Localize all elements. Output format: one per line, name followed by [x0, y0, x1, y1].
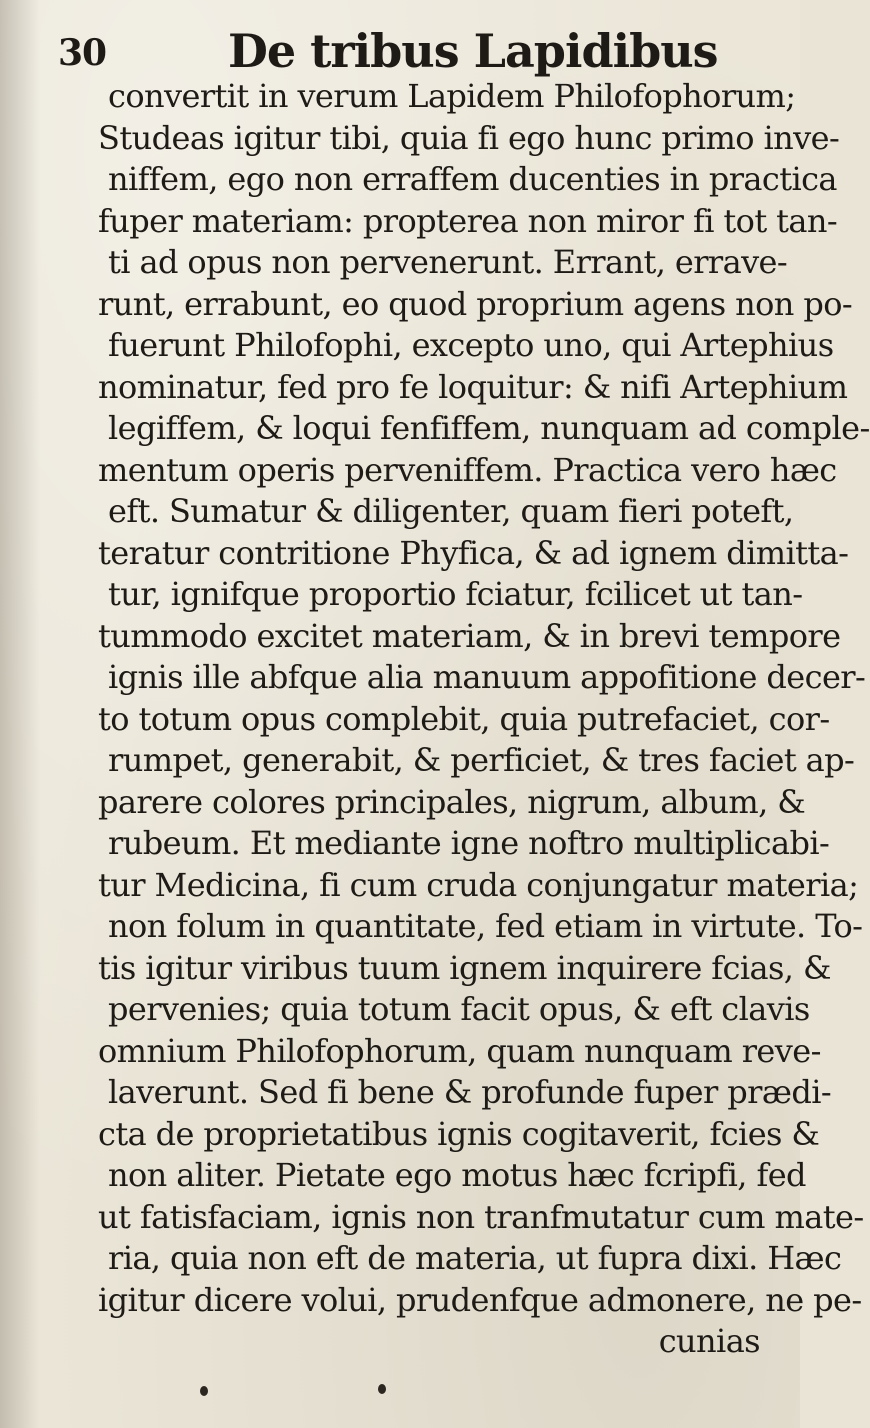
- page-foot-marks: [0, 1380, 800, 1428]
- text-line: rumpet, generabit, & perficiet, & tres faciet ap-: [108, 741, 855, 779]
- text-line: ut fatisfaciam, ignis non tranfmutatur cum mate-: [98, 1197, 864, 1236]
- text-line: tur Medicina, fi cum cruda conjungatur materia;: [98, 865, 859, 904]
- page-binding-shadow: [0, 0, 40, 1428]
- text-line: legiffem, & loqui fenfiffem, nunquam ad comple-: [108, 409, 870, 447]
- text-line: parere colores principales, nigrum, album, &: [98, 782, 806, 821]
- text-line: igitur dicere volui, prudenfque admonere, ne pe-: [98, 1280, 862, 1319]
- text-line: rubeum. Et mediante igne noftro multiplicabi-: [108, 824, 830, 862]
- running-head: De tribus Lapidibus: [228, 24, 718, 78]
- text-line: fuerunt Philofophi, excepto uno, qui Artephius: [108, 326, 834, 364]
- text-line: pervenies; quia totum facit opus, & eft clavis: [108, 990, 810, 1028]
- text-line: teratur contritione Phyfica, & ad ignem dimitta-: [98, 533, 849, 572]
- text-line: cta de proprietatibus ignis cogitaverit, fcies &: [98, 1114, 820, 1153]
- page-header: [58, 18, 758, 78]
- ink-speck: [378, 1384, 386, 1394]
- text-line: mentum operis perveniffem. Practica vero hæc: [98, 450, 837, 489]
- text-line: fuper materiam: propterea non miror fi tot tan-: [98, 201, 838, 240]
- catchword: cunias: [658, 1322, 760, 1360]
- text-line: niffem, ego non erraffem ducenties in practica: [108, 160, 837, 198]
- text-line: ria, quia non eft de materia, ut fupra dixi. Hæc: [108, 1239, 842, 1277]
- ink-speck: [200, 1386, 208, 1396]
- text-line: runt, errabunt, eo quod proprium agens non po-: [98, 284, 853, 323]
- text-line: eft. Sumatur & diligenter, quam fieri poteft,: [108, 492, 794, 530]
- text-line: tur, ignifque proportio fciatur, fcilicet ut tan-: [108, 575, 803, 613]
- text-line: non aliter. Pietate ego motus hæc fcripfi, fed: [108, 1156, 806, 1194]
- page-number: 30: [58, 32, 107, 74]
- text-line: Studeas igitur tibi, quia fi ego hunc primo inve-: [98, 118, 840, 157]
- text-line: convertit in verum Lapidem Philofophorum;: [108, 77, 796, 115]
- text-line: to totum opus complebit, quia putrefaciet, cor-: [98, 699, 830, 738]
- text-line: omnium Philofophorum, quam nunquam reve-: [98, 1031, 821, 1070]
- text-line: tummodo excitet materiam, & in brevi tempore: [98, 616, 841, 655]
- text-line: laverunt. Sed fi bene & profunde fuper prædi-: [108, 1073, 832, 1111]
- body-text: [98, 76, 870, 1363]
- text-line: non folum in quantitate, fed etiam in virtute. To-: [108, 907, 863, 945]
- text-line: ignis ille abfque alia manuum appofitione decer-: [108, 658, 866, 696]
- text-line: tis igitur viribus tuum ignem inquirere fcias, &: [98, 948, 831, 987]
- text-line: ti ad opus non pervenerunt. Errant, errave-: [108, 243, 788, 281]
- text-line: nominatur, fed pro fe loquitur: & nifi Artephium: [98, 367, 848, 406]
